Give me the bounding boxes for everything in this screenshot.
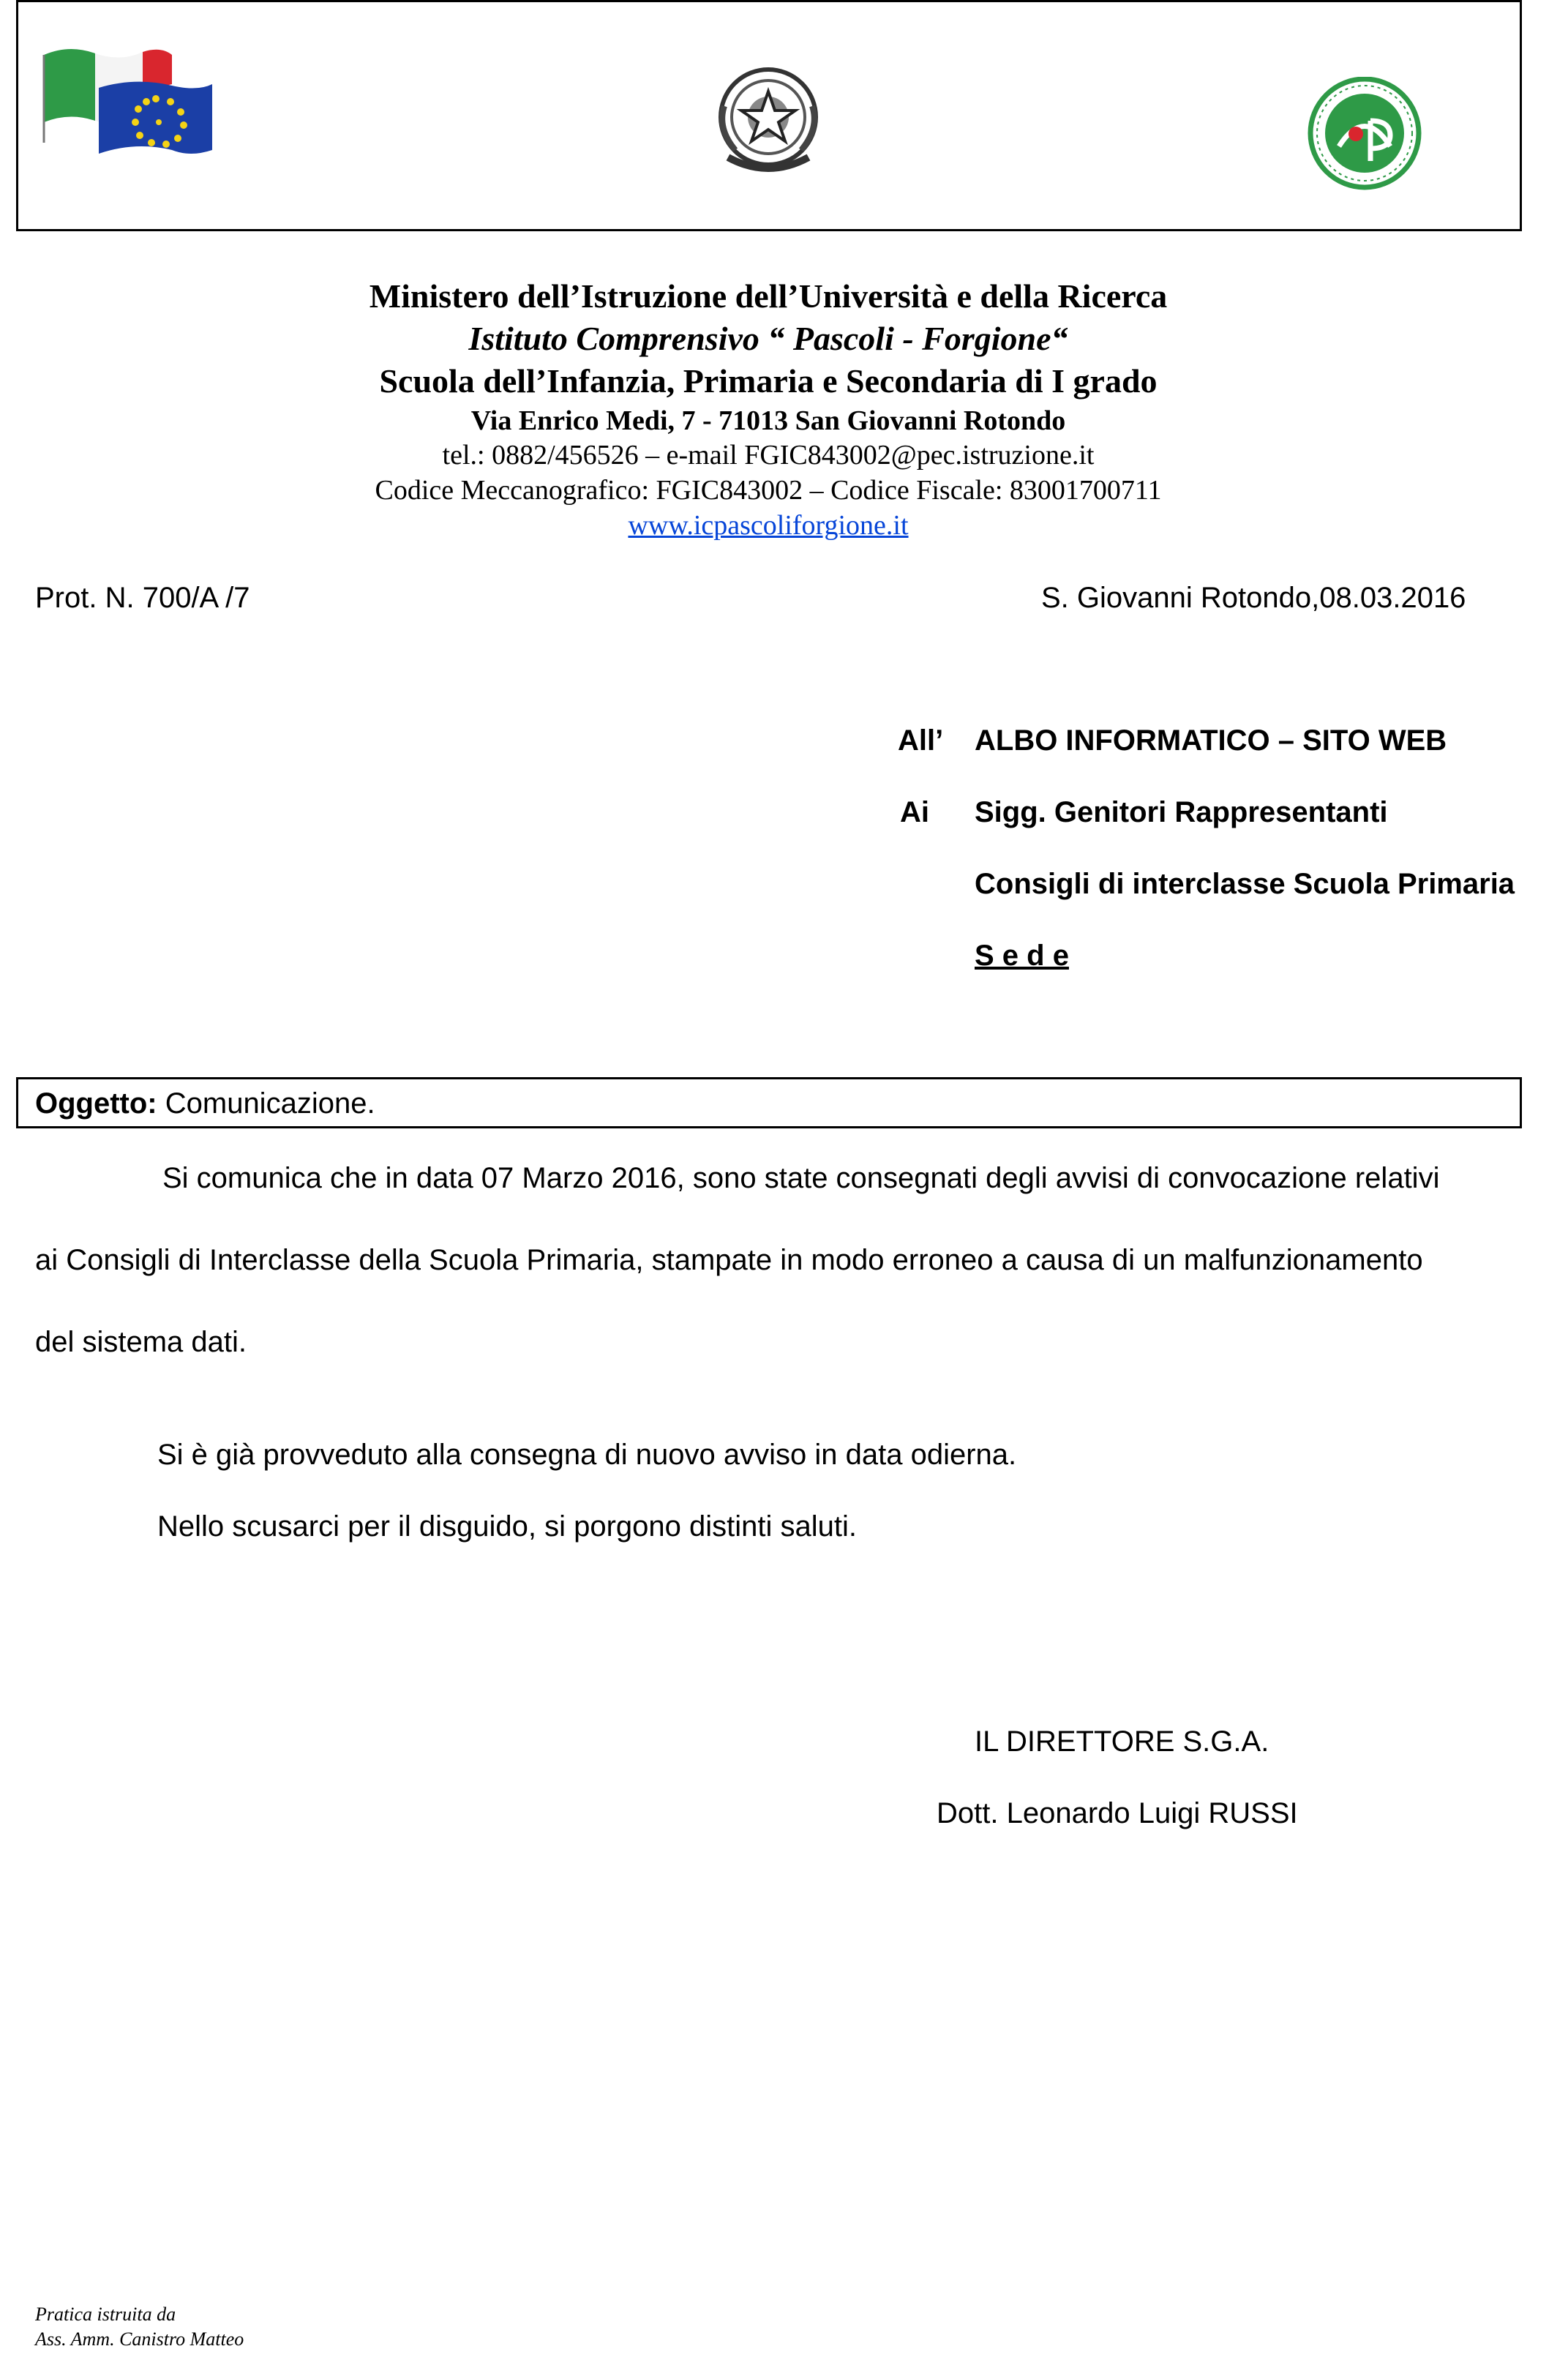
body-paragraph-2: Si è già provveduto alla consegna di nuovo avviso in data odierna. (157, 1439, 1017, 1471)
ministry-title: Ministero dell’Istruzione dell’Università e della Ricerca (369, 277, 1168, 315)
recipient-sede: S e d e (975, 940, 1069, 972)
recipient-albo: ALBO INFORMATICO – SITO WEB (975, 724, 1447, 757)
subject-text: Comunicazione. (157, 1087, 375, 1120)
body-line-2: ai Consigli di Interclasse della Scuola Primaria, stampate in modo erroneo a causa di un malfunzionamento (35, 1244, 1423, 1276)
body-line-3: del sistema dati. (35, 1326, 247, 1358)
recipient-consigli: Consigli di interclasse Scuola Primaria (975, 868, 1515, 900)
body-line-1: Si comunica che in data 07 Marzo 2016, sono state consegnati degli avvisi di convocazione relativi (162, 1162, 1440, 1194)
website-link[interactable]: www.icpascoliforgione.it (628, 510, 909, 541)
repubblica-italiana-emblem-icon (713, 62, 823, 187)
contacts: tel.: 0882/456526 – e-mail FGIC843002@pec.istruzione.it (442, 440, 1095, 471)
footer-line-1: Pratica istruita da (35, 2304, 176, 2325)
footer-line-2: Ass. Amm. Canistro Matteo (35, 2328, 244, 2350)
place-date: S. Giovanni Rotondo,08.03.2016 (1041, 582, 1466, 614)
subject-line (35, 1087, 375, 1120)
subject-label: Oggetto: (35, 1087, 157, 1120)
address: Via Enrico Medi, 7 - 71013 San Giovanni Rotondo (470, 405, 1066, 436)
school-seal-icon (1299, 77, 1430, 190)
recipient-genitori: Sigg. Genitori Rappresentanti (975, 796, 1388, 828)
body-paragraph-3: Nello scusarci per il disguido, si porgono distinti saluti. (157, 1510, 858, 1543)
recipient-prefix-all: All’ (898, 724, 944, 757)
protocol-number: Prot. N. 700/A /7 (35, 582, 250, 614)
school-levels: Scuola dell’Infanzia, Primaria e Secondaria di I grado (379, 362, 1158, 400)
signature-role: IL DIRETTORE S.G.A. (975, 1725, 1269, 1758)
institution-codes: Codice Meccanografico: FGIC843002 – Codice Fiscale: 83001700711 (375, 475, 1162, 506)
italy-eu-flags-icon (40, 40, 216, 157)
institute-name: Istituto Comprensivo “ Pascoli - Forgione“ (468, 320, 1068, 357)
signature-name: Dott. Leonardo Luigi RUSSI (937, 1797, 1298, 1829)
recipient-prefix-ai: Ai (900, 796, 929, 828)
